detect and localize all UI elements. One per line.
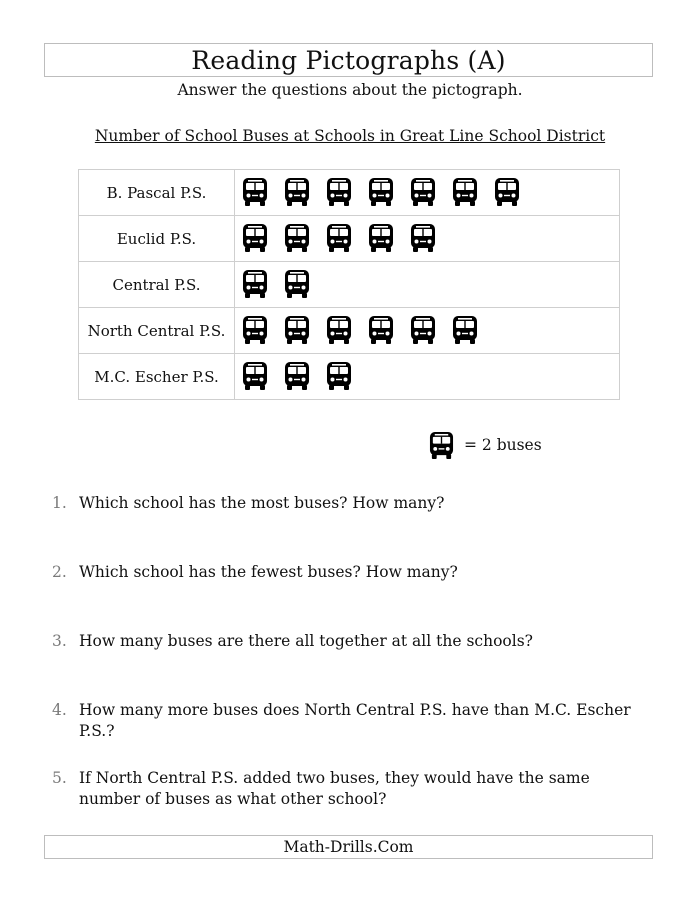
bus-icon (368, 177, 410, 209)
question-4 (52, 700, 652, 742)
question-5 (52, 768, 652, 810)
bus-icon (452, 177, 494, 209)
school-name: Central P.S. (79, 262, 235, 308)
bus-icon (326, 223, 368, 255)
bus-icon (242, 177, 284, 209)
bus-icon (284, 223, 326, 255)
pictograph-row (79, 262, 620, 308)
question-text: How many more buses does North Central P.S. have than M.C. Escher P.S.? (79, 701, 631, 740)
bus-icon (494, 177, 536, 209)
bus-icon (326, 177, 368, 209)
pictograph-key (429, 430, 542, 460)
pictograph-row (79, 216, 620, 262)
bus-icon (368, 223, 410, 255)
question-number: 5. (52, 769, 67, 787)
question-1 (52, 493, 652, 514)
question-number: 3. (52, 632, 67, 650)
bus-icon (326, 315, 368, 347)
bus-icon (284, 315, 326, 347)
bus-icon (284, 177, 326, 209)
question-2 (52, 562, 652, 583)
bus-icons-cell (235, 308, 620, 354)
bus-icons-cell (235, 354, 620, 400)
question-text: Which school has the fewest buses? How many? (79, 563, 458, 581)
key-label: = 2 buses (464, 436, 542, 454)
question-number: 2. (52, 563, 67, 581)
question-3 (52, 631, 652, 652)
bus-icon (242, 315, 284, 347)
instructions: Answer the questions about the pictograph. (177, 81, 523, 99)
bus-icon (410, 315, 452, 347)
bus-icon (410, 177, 452, 209)
bus-icon (410, 223, 452, 255)
bus-icon (284, 269, 326, 301)
school-name: North Central P.S. (79, 308, 235, 354)
question-text: How many buses are there all together at all the schools? (79, 632, 533, 650)
worksheet-title: Reading Pictographs (A) (44, 43, 653, 77)
school-name: B. Pascal P.S. (79, 170, 235, 216)
pictograph-row (79, 354, 620, 400)
bus-icon (429, 431, 464, 460)
school-name: Euclid P.S. (79, 216, 235, 262)
bus-icons-cell (235, 216, 620, 262)
bus-icons-cell (235, 170, 620, 216)
pictograph-table (78, 169, 620, 400)
bus-icon (326, 361, 368, 393)
footer-site: Math-Drills.Com (44, 835, 653, 859)
pictograph-row (79, 170, 620, 216)
bus-icon (242, 361, 284, 393)
school-name: M.C. Escher P.S. (79, 354, 235, 400)
bus-icon (242, 269, 284, 301)
question-number: 1. (52, 494, 67, 512)
question-text: Which school has the most buses? How many? (79, 494, 445, 512)
bus-icon (242, 223, 284, 255)
bus-icons-cell (235, 262, 620, 308)
bus-icon (284, 361, 326, 393)
question-number: 4. (52, 701, 67, 719)
pictograph-title: Number of School Buses at Schools in Great Line School District (94, 127, 606, 145)
question-text: If North Central P.S. added two buses, they would have the same number of buses as what other school? (79, 769, 590, 808)
bus-icon (452, 315, 494, 347)
bus-icon (368, 315, 410, 347)
pictograph-row (79, 308, 620, 354)
